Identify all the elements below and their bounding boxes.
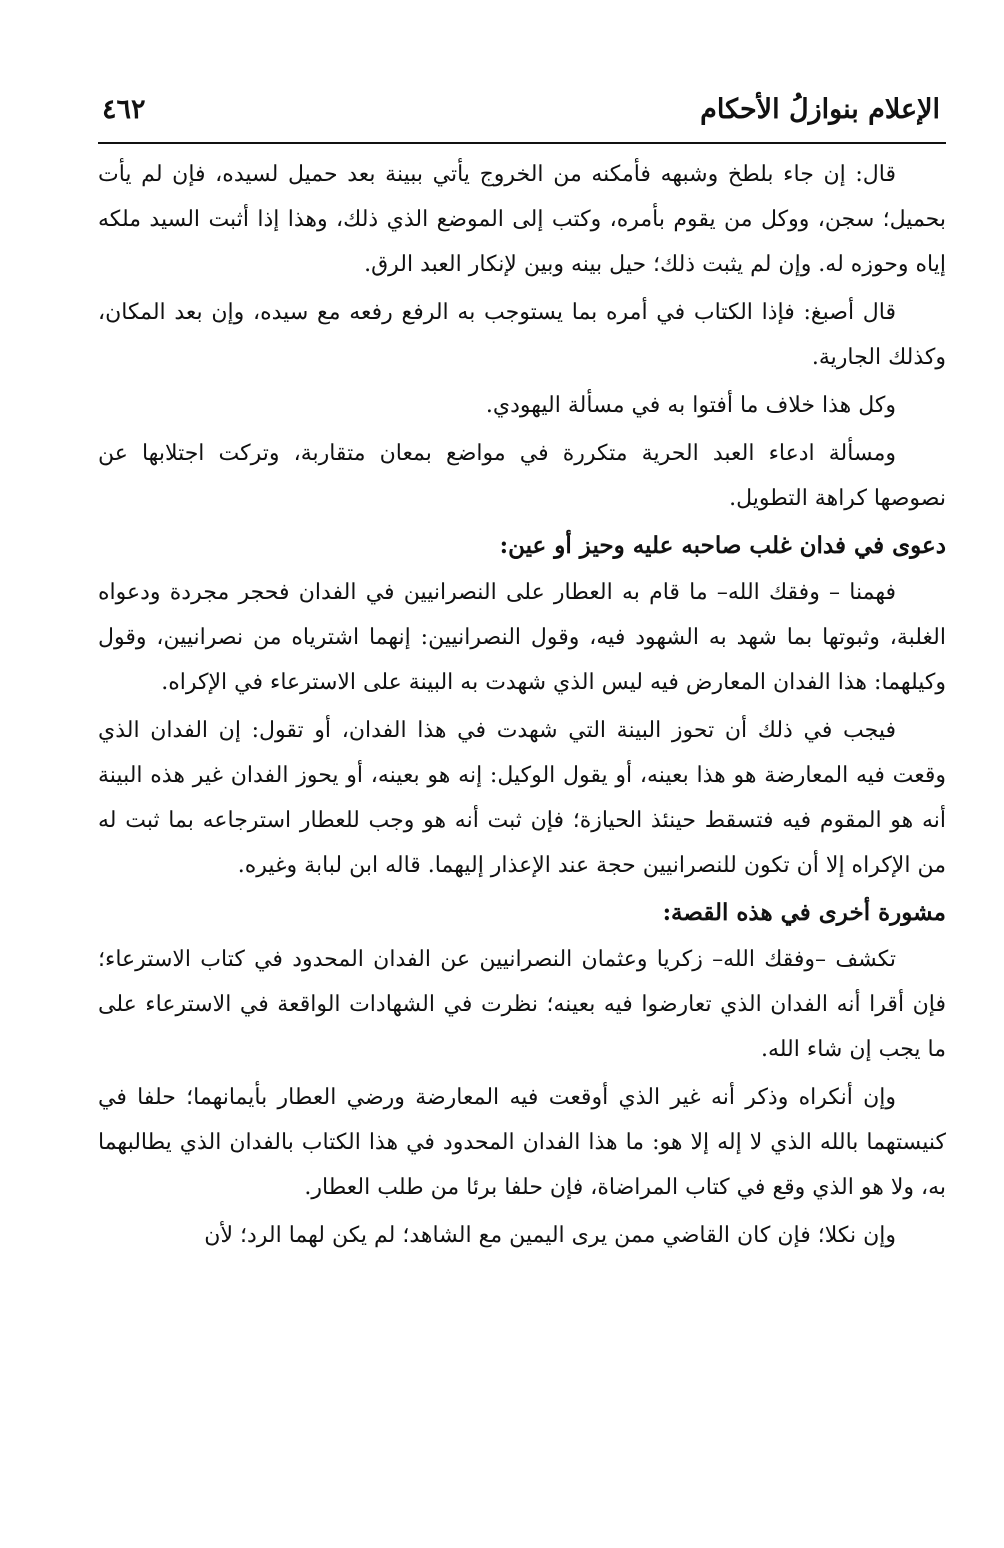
running-title: الإعلام بنوازلُ الأحكام [700,94,940,125]
paragraph: وكل هذا خلاف ما أفتوا به في مسألة اليهودي. [485,393,896,418]
paragraph: وإن أنكراه وذكر أنه غير الذي أوقعت فيه المعارضة ورضي العطار بأيمانهما؛ حلفا في كنيستهما بالله الذي لا إله إلا هو: ما هذا الفدان المحدود في هذا الكتاب بالفدان الذي يطالبهما به، ولا هو الذي وقع في كتاب المراضاة، فإن حلفا برئا من طلب العطار. [98,1085,946,1200]
paragraph: فيجب في ذلك أن تحوز البينة التي شهدت في هذا الفدان، أو تقول: إن الفدان الذي وقعت فيه المعارضة هو هذا بعينه، أو يقول الوكيل: إنه هو بعينه، أو يحوز الفدان غير هذه البينة أنه هو المقوم فيه فتسقط حينئذ الحيازة؛ فإن ثبت أنه هو وجب للعطار استرجاعه بما ثبت له من الإكراه إلا أن تكون للنصرانيين حجة عند الإعذار إليهما. قاله ابن لبابة وغيره. [98,718,946,878]
paragraph: قال أصبغ: فإذا الكتاب في أمره بما يستوجب به الرفع رفعه مع سيده، وإن بعد المكان، وكذلك الجارية. [98,300,946,370]
paragraph: تكشف –وفقك الله– زكريا وعثمان النصرانيين عن الفدان المحدود في كتاب الاسترعاء؛ فإن أقرا أنه الفدان الذي تعارضوا فيه بعينه؛ نظرت في الشهادات الواقعة في الاسترعاء على ما يجب إن شاء الله. [98,947,946,1062]
paragraph: قال: إن جاء بلطخ وشبهه فأمكنه من الخروج يأتي ببينة بعد حميل لسيده، فإن لم يأت بحميل؛ سجن، ووكل من يقوم بأمره، وكتب إلى الموضع الذي ذلك، وهذا إذا أثبت السيد ملكه إياه وحوزه له. وإن لم يثبت ذلك؛ حيل بينه وبين لإنكار العبد الرق. [98,162,946,277]
section-heading: مشورة أخرى في هذه القصة: [662,899,946,926]
page-number: ٤٦٢ [102,94,146,125]
paragraph: فهمنا – وفقك الله– ما قام به العطار على النصرانيين في الفدان فحجر مجردة ودعواه الغلبة، وثبوتها بما شهد به الشهود فيه، وقول النصرانيين: إنهما اشترياه من نصرانيين، وقول وكيلهما: هذا الفدان المعارض فيه ليس الذي شهدت به البينة على الاسترعاء في الإكراه. [98,580,946,695]
paragraph: وإن نكلا؛ فإن كان القاضي ممن يرى اليمين مع الشاهد؛ لم يكن لهما الرد؛ لأن [204,1223,896,1248]
paragraph: ومسألة ادعاء العبد الحرية متكررة في مواضع بمعان متقاربة، وتركت اجتلابها عن نصوصها كراهة التطويل. [98,441,946,511]
section-heading: دعوى في فدان غلب صاحبه عليه وحيز أو عين: [499,532,946,559]
page-body [98,152,946,1512]
page-header [98,78,946,144]
